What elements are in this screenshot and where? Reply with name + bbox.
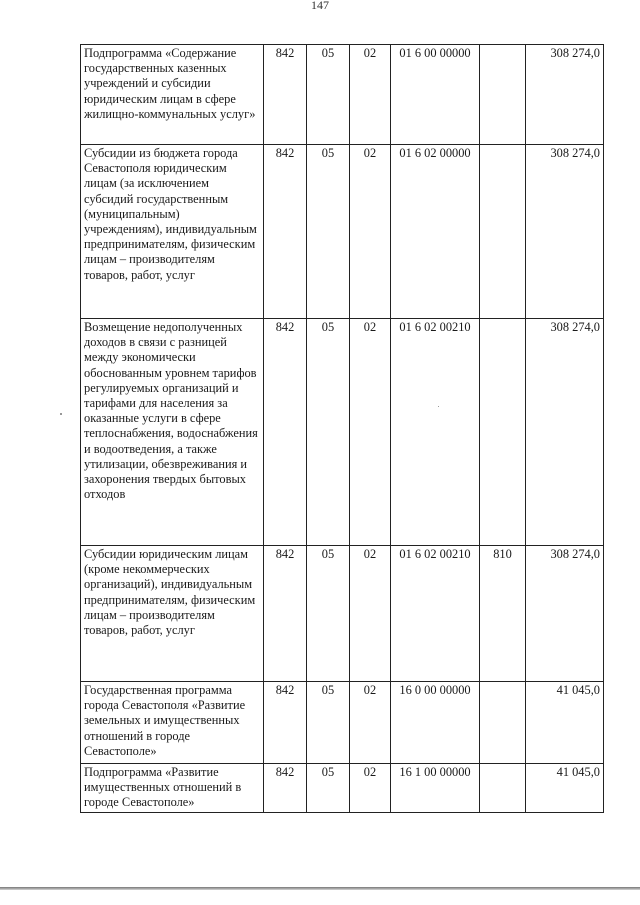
table-row [81,45,604,145]
row-name: Субсидии юридическим лицам (кроме некоммерческих организаций), индивидуальным предпринимателям, физическим лицам – производителям товаров, работ, услуг [81,546,264,682]
page-number: 147 [311,0,329,12]
expense-type-code [480,145,526,319]
scan-speck [60,413,62,415]
amount: 308 274,0 [526,319,604,546]
table-row [81,682,604,764]
ministry-code: 842 [264,546,307,682]
subsection-code: 02 [350,546,391,682]
table-row [81,764,604,813]
target-code: 01 6 02 00210 [391,319,480,546]
ministry-code: 842 [264,45,307,145]
table-row [81,546,604,682]
amount: 308 274,0 [526,145,604,319]
subsection-code: 02 [350,319,391,546]
expense-type-code [480,319,526,546]
amount: 41 045,0 [526,764,604,813]
expense-type-code: 810 [480,546,526,682]
section-code: 05 [307,319,350,546]
target-code: 16 0 00 00000 [391,682,480,764]
amount: 308 274,0 [526,546,604,682]
expense-type-code [480,682,526,764]
target-code: 01 6 02 00210 [391,546,480,682]
amount: 308 274,0 [526,45,604,145]
expense-type-code [480,764,526,813]
scan-bottom-edge [0,887,640,890]
ministry-code: 842 [264,145,307,319]
ministry-code: 842 [264,764,307,813]
scan-speck [438,406,439,407]
ministry-code: 842 [264,682,307,764]
row-name: Подпрограмма «Развитие имущественных отношений в городе Севастополе» [81,764,264,813]
subsection-code: 02 [350,145,391,319]
section-code: 05 [307,764,350,813]
section-code: 05 [307,682,350,764]
amount: 41 045,0 [526,682,604,764]
section-code: 05 [307,45,350,145]
row-name: Государственная программа города Севастополя «Развитие земельных и имущественных отношений в городе Севастополе» [81,682,264,764]
ministry-code: 842 [264,319,307,546]
subsection-code: 02 [350,764,391,813]
row-name: Возмещение недополученных доходов в связи с разницей между экономически обоснованным уровнем тарифов регулируемых организаций и тарифами для населения за оказанные услуги в сфере теплоснабжения, водоснабжения и водоотведения, а также утилизации, обезвреживания и захоронения твердых бытовых отходов [81,319,264,546]
target-code: 16 1 00 00000 [391,764,480,813]
section-code: 05 [307,145,350,319]
row-name: Субсидии из бюджета города Севастополя юридическим лицам (за исключением субсидий государственным (муниципальным) учреждениям), индивидуальным предпринимателям, физическим лицам – производителям товаров, работ, услуг [81,145,264,319]
target-code: 01 6 02 00000 [391,145,480,319]
target-code: 01 6 00 00000 [391,45,480,145]
budget-table [80,44,604,813]
table-row [81,319,604,546]
table-row [81,145,604,319]
section-code: 05 [307,546,350,682]
expense-type-code [480,45,526,145]
row-name: Подпрограмма «Содержание государственных казенных учреждений и субсидии юридическим лицам в сфере жилищно-коммунальных услуг» [81,45,264,145]
subsection-code: 02 [350,45,391,145]
subsection-code: 02 [350,682,391,764]
